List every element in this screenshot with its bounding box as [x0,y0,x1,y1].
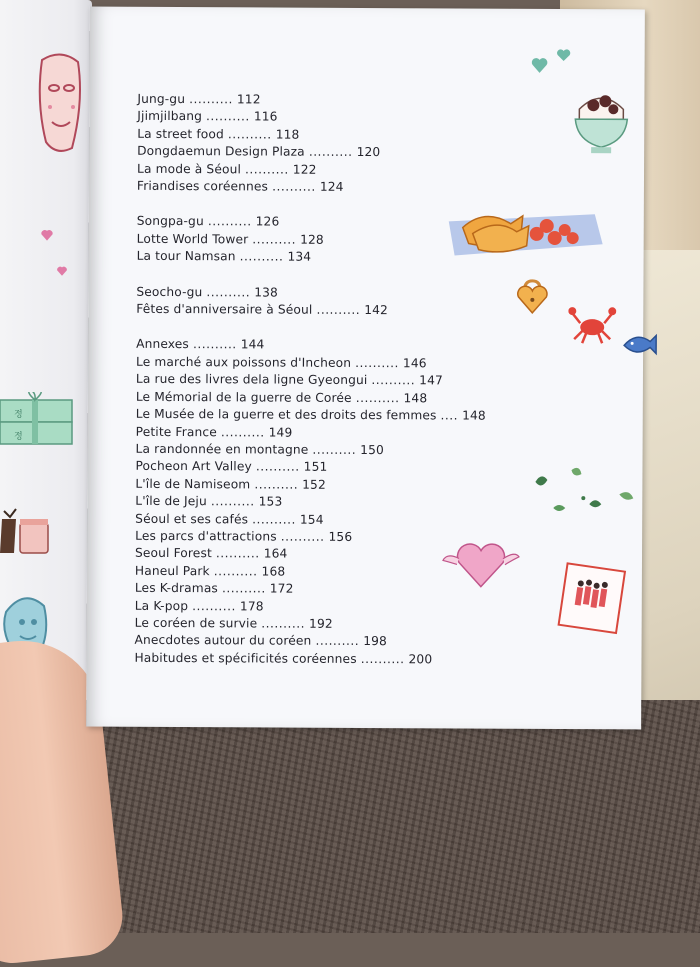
toc-entry-page: 150 [360,442,384,458]
toc-entry [135,563,485,582]
toc-entry-page: 146 [402,356,427,371]
toc-entry-page: 144 [240,337,265,352]
love-lock-icon [516,279,548,315]
toc-entry-title: Jung-gu [137,91,186,107]
toc-entry [137,91,487,110]
toc-entry-title: La tour Namsan [136,249,236,264]
toc-entry [135,580,485,599]
toc-entry-page: 164 [263,546,288,561]
toc-entry-page: 178 [239,598,264,614]
toc-entry [135,510,485,529]
toc-entry-title: Seocho-gu [136,284,203,299]
toc-entry-page: 118 [275,127,300,142]
toc-entry-page: 120 [356,145,381,160]
toc-entry-page: 152 [302,477,326,492]
toc-entry [137,213,487,232]
toc-entry [136,283,486,302]
toc-entry-page: 128 [300,232,324,247]
toc-entry-page: 138 [254,285,278,300]
winged-heart-icon [441,534,521,590]
toc-entry-title: La street food [137,126,224,142]
toc-entry-title: Les parcs d'attractions [135,528,277,544]
toc-entry-page: 148 [403,390,428,406]
toc-entry [135,545,485,564]
toc-entry-leader: .......... [355,355,399,371]
toc-entry-title: Anecdotes autour du coréen [134,633,312,649]
mask-icon [36,52,86,162]
toc-entry-page: 153 [258,494,283,509]
toc-entry-page: 112 [236,92,261,107]
toc-entry-leader: .......... [239,249,284,264]
toc-entry-leader: .......... [206,109,250,124]
toc-entry [135,615,485,634]
fish-icon [622,329,658,359]
toc-entry-leader: .......... [221,581,266,596]
toc-entry [135,458,485,477]
toc-entry [137,178,487,197]
toc-entry-title: Séoul et ses cafés [135,511,249,526]
toc-entry-title: Le Mémorial de la guerre de Corée [135,389,352,405]
toc-entry-leader: .......... [312,442,357,457]
toc-entry-leader: .......... [213,563,258,579]
svg-text:정: 정 [14,432,23,442]
toc-entry-leader: .......... [308,144,353,160]
heart-icon [530,49,576,79]
drink-cup-icon [0,505,60,561]
toc-entry-leader: .......... [245,161,289,177]
toc-entry [136,423,486,442]
toc-entry-leader: .......... [315,634,360,649]
toc-entry-leader: .......... [252,511,296,527]
toc-entry-leader: .......... [227,127,272,142]
toc-entry-title: Annexes [136,337,189,352]
toc-entry-leader: .......... [355,390,400,405]
kpop-card-icon [557,561,627,635]
toc-entry-page: 126 [255,214,280,229]
book-page [86,7,645,730]
toc-entry-leader: .......... [192,337,237,352]
toc-entry-leader: .......... [189,92,233,107]
toc-entry [136,441,486,460]
toc-entry-leader: .......... [261,616,306,631]
toc-entry [135,597,485,616]
toc-entry-page: 124 [319,179,344,194]
toc-entry-page: 149 [268,424,293,440]
toc-entry-page: 122 [292,162,317,177]
toc-entry-title: Pocheon Art Valley [135,459,252,474]
toc-entry-leader: .......... [272,179,316,194]
toc-entry-page: 147 [419,373,443,388]
toc-entry-leader: .......... [192,598,236,613]
toc-entry-title: La rue des livres dela ligne Gyeongui [135,372,368,388]
toc-entry-page: 198 [363,634,387,649]
toc-entry-title: Le coréen de survie [134,615,258,631]
toc-entry [137,248,487,267]
toc-entry [137,160,487,179]
toc-entry-leader: .......... [206,284,251,300]
toc-entry-page: 142 [364,303,388,318]
toc-entry-page: 192 [309,616,333,631]
toc-group [137,213,487,267]
toc-entry [136,336,486,355]
toc-entry [136,406,486,425]
toc-entry [135,476,485,495]
toc-entry [136,371,486,390]
toc-entry-leader: .......... [371,373,416,388]
crab-icon [568,305,616,345]
toc-entry-page: 200 [408,652,433,667]
toc-entry-title: Le Musée de la guerre et des droits des femmes [135,406,437,423]
toc-entry [135,632,485,651]
toc-entry-leader: .......... [254,477,299,492]
toc-entry-leader: .......... [252,232,297,247]
toc-entry-page: 151 [303,459,328,475]
toc-entry-title: Fêtes d'anniversaire à Séoul [136,301,313,317]
toc-entry-title: Les K-dramas [134,580,219,596]
table-of-contents [134,91,487,687]
toc-entry-page: 154 [299,512,324,527]
toc-entry-leader: .... [440,408,459,423]
leaf-icon [527,464,647,525]
toc-entry-title: Songpa-gu [136,214,204,229]
toc-entry-leader: .......... [220,424,265,439]
toc-entry [135,493,485,512]
toc-entry-page: 116 [253,109,278,124]
toc-entry-page: 172 [269,581,294,596]
toc-entry-title: L'île de Jeju [135,493,207,509]
toc-group [136,283,486,320]
toc-entry-page: 134 [287,249,312,264]
toc-entry-title: Friandises coréennes [136,178,269,194]
toc-entry [136,301,486,320]
toc-entry-leader: .......... [360,651,405,666]
toc-entry-title: Seoul Forest [134,546,212,561]
toc-entry-leader: .......... [210,494,255,509]
toc-entry-page: 148 [462,408,486,423]
toc-entry-title: Habitudes et spécificités coréennes [134,650,357,666]
toc-entry-leader: .......... [280,529,325,544]
toc-entry-title: Jjimjilbang [137,109,203,124]
svg-text:정: 정 [14,410,23,420]
toc-entry [137,108,487,127]
toc-entry-title: La randonnée en montagne [135,441,309,457]
toc-entry-title: Dongdaemun Design Plaza [137,144,305,159]
toc-entry-title: Lotte World Tower [136,231,249,247]
toc-entry-leader: .......... [255,459,300,474]
toc-entry-title: L'île de Namiseom [135,476,251,492]
toc-entry-page: 168 [261,564,286,579]
toc-entry-title: La K-pop [134,598,189,613]
toc-entry [136,388,486,407]
toc-entry [136,354,486,373]
taiyaki-icon [445,203,605,262]
toc-entry-leader: .......... [316,302,361,318]
toc-entry-leader: .......... [207,214,252,229]
toc-entry-leader: .......... [215,546,260,561]
toc-entry [135,528,485,547]
toc-group [137,91,488,197]
heart-icon [56,265,68,277]
bingsu-icon [569,89,633,161]
toc-entry [137,231,487,250]
toc-entry-title: Haneul Park [134,563,210,578]
toc-entry-title: Le marché aux poissons d'Incheon [135,354,352,370]
toc-entry [134,650,484,669]
toc-entry-page: 156 [328,529,353,544]
toc-group [134,336,486,669]
gift-box-icon [0,392,76,448]
toc-entry-title: La mode à Séoul [137,161,242,176]
toc-entry [137,126,487,145]
left-page [0,0,92,740]
toc-entry [137,143,487,162]
heart-icon [40,228,54,242]
toc-entry-title: Petite France [135,424,217,439]
